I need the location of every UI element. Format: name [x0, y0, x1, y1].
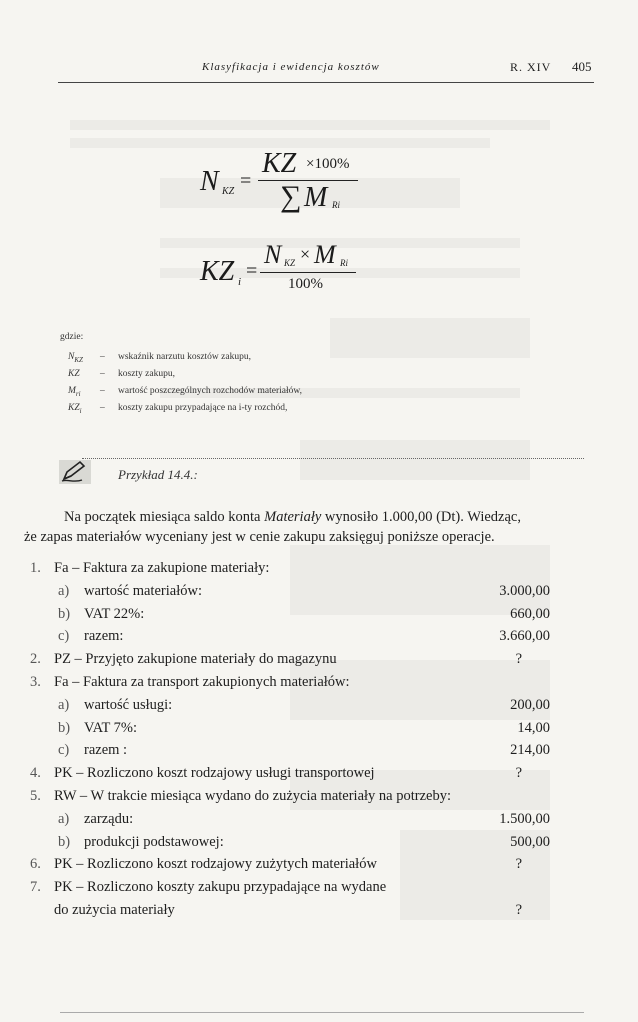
- item-amount: ?: [515, 765, 522, 782]
- item-text: wartość usługi:: [84, 696, 173, 713]
- legend-item: [68, 369, 175, 381]
- operation-item: [30, 560, 550, 581]
- item-text: Fa – Faktura za zakupione materiały:: [54, 560, 270, 576]
- legend-item: [68, 352, 251, 364]
- operation-item: [30, 765, 550, 786]
- item-amount: 3.000,00: [499, 582, 550, 599]
- running-title: Klasyfikacja i ewidencja kosztów: [202, 61, 380, 73]
- item-amount: 500,00: [510, 833, 550, 850]
- item-text: PK – Rozliczono koszty zakupu przypadające na wydane: [54, 879, 387, 896]
- operation-item: [30, 674, 550, 695]
- formula2-numerator-a-sub: KZ: [284, 258, 296, 268]
- legend-symbol-sub: KZ: [74, 355, 83, 364]
- item-text: VAT 22%:: [84, 605, 145, 622]
- item-text: zarządu:: [84, 810, 134, 827]
- operation-subitem: [30, 697, 550, 718]
- legend-symbol-sub: ri: [75, 389, 81, 398]
- item-number: c): [58, 742, 70, 759]
- formula2-fraction-bar: [260, 272, 356, 273]
- item-amount: ?: [515, 902, 522, 918]
- formula-allocated-cost: [200, 240, 400, 314]
- legend-item: [68, 386, 303, 398]
- legend-item: [68, 403, 288, 415]
- item-number: 2.: [30, 651, 41, 668]
- account-name: Materiały: [264, 509, 322, 525]
- item-number: 3.: [30, 674, 41, 690]
- item-text: wartość materiałów:: [84, 582, 202, 599]
- item-text: PZ – Przyjęto zakupione materiały do magazynu: [54, 651, 337, 668]
- operation-subitem: [30, 834, 550, 855]
- item-amount: 3.660,00: [499, 628, 550, 645]
- legend-description: koszty zakupu przypadające na i-ty rozchód,: [118, 403, 288, 413]
- item-number: b): [58, 833, 71, 850]
- legend-dash: –: [100, 403, 105, 413]
- formula2-numerator-b-sub: Ri: [340, 258, 348, 268]
- item-text: PK – Rozliczono koszt rodzajowy zużytych materiałów: [54, 856, 377, 873]
- item-number: a): [58, 696, 70, 713]
- operation-subitem: [30, 720, 550, 741]
- legend-symbol-sub: i: [79, 406, 82, 415]
- item-text: do zużycia materiały: [54, 902, 175, 918]
- item-number: 4.: [30, 765, 41, 782]
- operation-item: [30, 651, 550, 672]
- formula2-times: ×: [300, 244, 311, 264]
- formula2-numerator-b: M: [314, 240, 336, 269]
- formula1-lhs: N: [200, 166, 219, 197]
- pencil-note-icon: [58, 458, 92, 486]
- legend-dash: –: [100, 369, 105, 379]
- chapter-label: R. XIV: [510, 60, 552, 74]
- formula2-denominator: 100%: [288, 276, 323, 292]
- item-text: razem :: [84, 742, 128, 759]
- item-text: RW – W trakcie miesiąca wydano do zużycia materiały na potrzeby:: [54, 788, 451, 804]
- formula2-numerator-a: N: [264, 240, 282, 269]
- operation-subitem: [30, 606, 550, 627]
- item-text: razem:: [84, 628, 124, 645]
- item-number: b): [58, 605, 71, 622]
- formula2-lhs-sub: i: [238, 276, 242, 288]
- operation-subitem: [30, 811, 550, 832]
- running-header: [58, 58, 594, 83]
- item-number: b): [58, 719, 71, 736]
- item-amount: 200,00: [510, 696, 550, 713]
- formula1-numerator: KZ: [262, 148, 297, 179]
- formula1-numerator-factor: ×100%: [306, 156, 350, 172]
- item-text: VAT 7%:: [84, 719, 138, 736]
- example-title: Przykład 14.4.:: [118, 467, 198, 482]
- formula1-denominator-sub: Ri: [332, 200, 340, 210]
- item-amount: 660,00: [510, 605, 550, 622]
- item-text: PK – Rozliczono koszt rodzajowy usługi transportowej: [54, 765, 375, 782]
- legend-description: koszty zakupu,: [118, 369, 175, 379]
- example-intro: [24, 507, 550, 547]
- legend-description: wskaźnik narzutu kosztów zakupu,: [118, 352, 251, 362]
- operation-subitem: [30, 628, 550, 649]
- item-amount: 14,00: [517, 719, 550, 736]
- operation-subitem: [30, 583, 550, 604]
- example-divider: [82, 458, 584, 459]
- page-number: 405: [572, 59, 592, 74]
- example-intro-line2: że zapas materiałów wyceniany jest w cenie zakupu zaksięguj poniższe operacje.: [24, 529, 495, 545]
- intro-prefix: Na początek miesiąca saldo konta: [64, 509, 265, 525]
- item-number: 1.: [30, 560, 41, 576]
- formula1-fraction-bar: [258, 180, 358, 181]
- operations-list: [30, 560, 550, 930]
- item-amount: 1.500,00: [499, 810, 550, 827]
- operation-item: [30, 879, 550, 900]
- operation-item: [30, 856, 550, 877]
- legend-symbol: KZ: [68, 369, 80, 379]
- item-number: a): [58, 810, 70, 827]
- legend-dash: –: [100, 352, 105, 362]
- example-intro-line1: [64, 507, 550, 527]
- formula1-denominator: M: [304, 182, 328, 213]
- formula2-equals: =: [246, 260, 258, 282]
- item-amount: ?: [515, 856, 522, 873]
- operation-item: [30, 788, 550, 809]
- item-text: produkcji podstawowej:: [84, 833, 224, 850]
- formula1-equals: =: [240, 170, 252, 192]
- intro-suffix: wynosiło 1.000,00 (Dt). Wiedząc,: [321, 509, 521, 525]
- formula2-lhs: KZ: [200, 256, 235, 287]
- item-amount: ?: [515, 651, 522, 668]
- formula1-lhs-sub: KZ: [222, 186, 235, 197]
- legend-dash: –: [100, 386, 105, 396]
- legend-intro: gdzie:: [60, 332, 84, 342]
- formula1-sigma: ∑: [280, 180, 302, 213]
- legend-symbol: M: [68, 386, 76, 396]
- item-number: a): [58, 582, 70, 599]
- formula-markup-index: [200, 150, 400, 230]
- operation-item: [30, 902, 550, 923]
- item-number: 6.: [30, 856, 41, 873]
- item-number: c): [58, 628, 70, 645]
- item-text: Fa – Faktura za transport zakupionych materiałów:: [54, 674, 350, 690]
- legend-symbol: N: [68, 352, 75, 362]
- legend-description: wartość poszczególnych rozchodów materiałów,: [118, 386, 303, 396]
- item-amount: 214,00: [510, 742, 550, 759]
- page-bottom-rule: [60, 1012, 584, 1013]
- legend-symbol: KZ: [68, 403, 80, 413]
- operation-subitem: [30, 742, 550, 763]
- item-number: 5.: [30, 788, 41, 804]
- item-number: 7.: [30, 879, 41, 896]
